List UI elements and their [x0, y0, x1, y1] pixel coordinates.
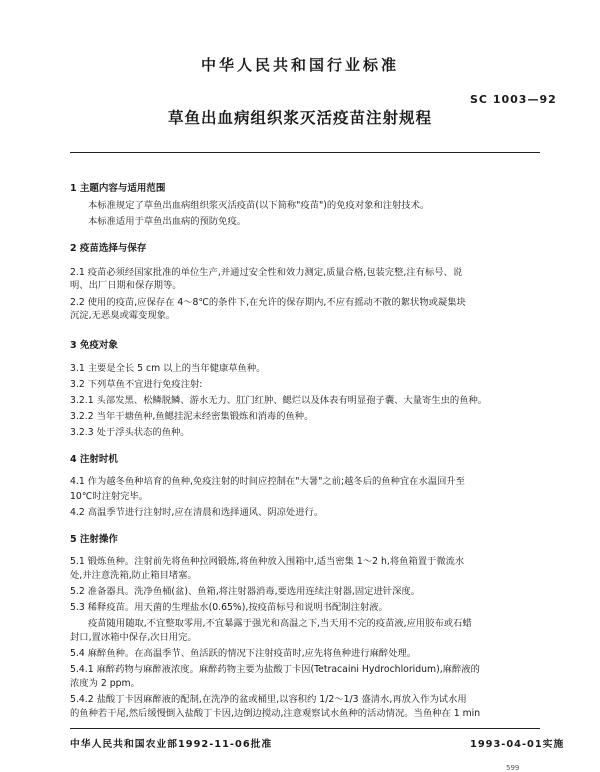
clause-2-1-line-2: 明、出厂日期和保存期等。 — [70, 280, 182, 291]
effective-date: 1993-04-01实施 — [470, 739, 565, 750]
issued-note: 中华人民共和国农业部1992-11-06批准 — [70, 739, 273, 750]
clause-5-3-para-2-line-1: 疫苗随用随取,不宜整取零用,不宜暴露于强光和高温之下,当天用不完的疫苗液,应用胶布或石蜡 — [88, 618, 472, 629]
section-2-heading: 2 疫苗选择与保存 — [70, 243, 147, 254]
clause-5-1-line-1: 5.1 锻炼鱼种。注射前先将鱼种拉网锻炼,将鱼种放入围箱中,适当密集 1～2 h,将鱼箱置于微流水 — [70, 556, 465, 567]
clause-2-2-line-2: 沉淀,无恶臭或霉变现象。 — [70, 310, 176, 321]
clause-5-4-1-line-1: 5.4.1 麻醉药物与麻醉液浓度。麻醉药物主要为盐酸丁卡因(Tetracaini Hydrochloridum),麻醉液的 — [70, 664, 480, 675]
clause-5-3-para-2-line-2: 封口,置冰箱中保存,次日用完。 — [70, 632, 197, 643]
section-1-para-2: 本标准适用于草鱼出血病的预防免疫。 — [88, 216, 247, 227]
clause-3-2: 3.2 下列草鱼不宜进行免疫注射: — [70, 379, 203, 390]
standard-code: SC 1003—92 — [470, 93, 557, 106]
clause-5-3: 5.3 稀释疫苗。用天菌的生理盐水(0.65%),按疫苗标号和说明书配制注射液。 — [70, 602, 388, 613]
section-5-heading: 5 注射操作 — [70, 534, 118, 545]
clause-5-4-1-line-2: 浓度为 2 ppm。 — [70, 678, 140, 689]
clause-4-1-line-1: 4.1 作为越冬鱼种培育的鱼种,免疫注射的时间应控制在"大暑"之前;越冬后的鱼种宜在水温回升至 — [70, 476, 465, 487]
clause-3-2-1: 3.2.1 头部发黑、松鳞脱鳞、游水无力、肛门红肿、鳃烂以及体表有明显孢子囊、大量寄生虫的鱼种。 — [70, 395, 488, 406]
page-number: 599 — [506, 764, 520, 772]
section-1-para-1: 本标准规定了草鱼出血病组织浆灭活疫苗(以下简称"疫苗")的免疫对象和注射技术。 — [88, 200, 430, 211]
clause-2-1-line-1: 2.1 疫苗必须经国家批准的单位生产,并通过安全性和效力测定,质量合格,包装完整,注有标号、说 — [70, 267, 463, 278]
clause-4-2: 4.2 高温季节进行注射时,应在清晨和选择通风、阴凉处进行。 — [70, 507, 324, 518]
section-1-heading: 1 主题内容与适用范围 — [70, 183, 166, 194]
clause-5-4-2-line-2: 的鱼种若干尾,然后缓慢倒入盐酸丁卡因,边倒边搅动,注意观察试水鱼种的活动情况。当鱼种在 1 min — [70, 708, 481, 719]
org-title: 中华人民共和国行业标准 — [200, 56, 399, 74]
clause-5-4: 5.4 麻醉鱼种。在高温季节、鱼活跃的情况下注射疫苗时,应先将鱼种进行麻醉处理。 — [70, 648, 417, 659]
clause-4-1-line-2: 10℃时注射完毕。 — [70, 491, 149, 502]
clause-3-2-3: 3.2.3 处于浮头状态的鱼种。 — [70, 427, 190, 438]
clause-2-2-line-1: 2.2 使用的疫苗,应保存在 4～8℃的条件下,在允许的保存期内,不应有摇动不散的絮状物或凝集块 — [70, 297, 466, 308]
clause-3-1: 3.1 主要是全长 5 cm 以上的当年健康草鱼种。 — [70, 363, 266, 374]
clause-5-4-2-line-1: 5.4.2 盐酸丁卡因麻醉液的配制,在洗净的盆或桶里,以容积约 1/2～1/3 盛清水,再放入作为试水用 — [70, 694, 467, 705]
clause-5-1-line-2: 处,并注意洗箱,防止箱目堵塞。 — [70, 570, 197, 581]
section-3-heading: 3 免疫对象 — [70, 340, 118, 351]
document-title: 草鱼出血病组织浆灭活疫苗注射规程 — [167, 109, 432, 127]
section-4-heading: 4 注射时机 — [70, 454, 118, 465]
footer-rule — [70, 728, 540, 729]
clause-3-2-2: 3.2.2 当年干塘鱼种,鱼鳃挂泥未经密集锻炼和消毒的鱼种。 — [70, 411, 314, 422]
clause-5-2: 5.2 准备器具。洗净鱼桶(盆)、鱼箱,将注射器消毒,要选用连续注射器,固定进针深度。 — [70, 586, 420, 597]
title-rule — [70, 152, 540, 153]
